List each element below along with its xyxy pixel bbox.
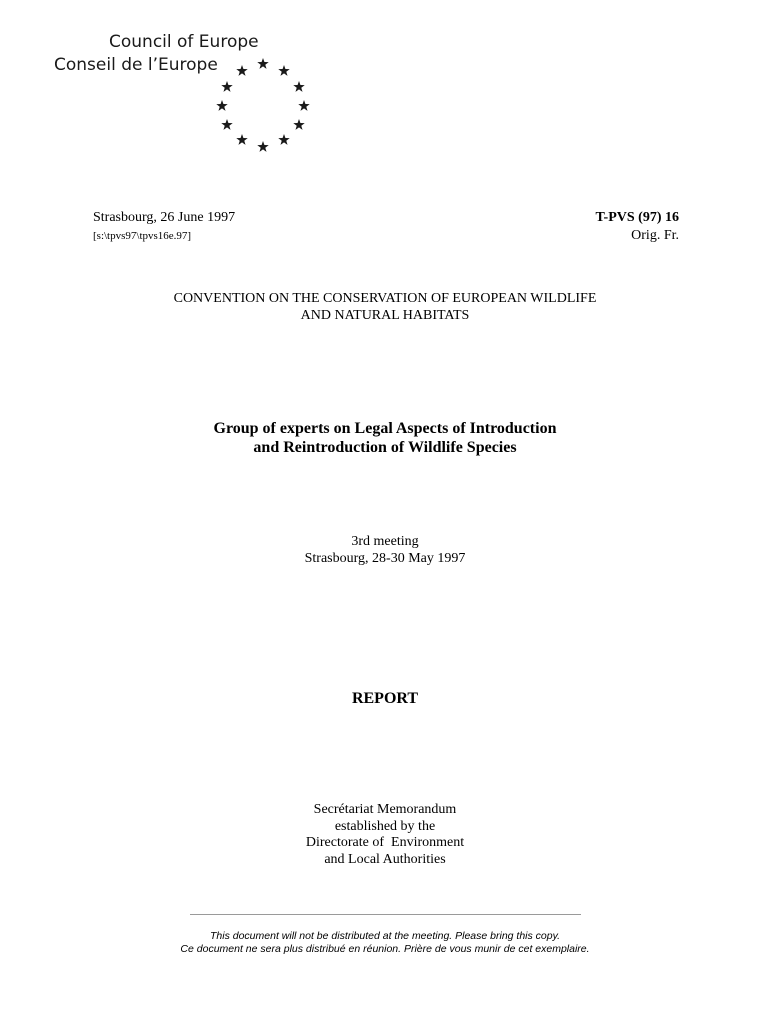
convention-title-line: AND NATURAL HABITATS — [300, 308, 470, 323]
memo-line: Directorate of Environment — [305, 835, 465, 850]
group-title-line: and Reintroduction of Wildlife Species — [253, 439, 517, 456]
group-title — [0, 419, 770, 457]
memo-line: and Local Authorities — [324, 851, 446, 867]
meeting-place-date: Strasbourg, 28-30 May 1997 — [304, 551, 466, 566]
document-reference: T-PVS (97) 16 — [595, 210, 679, 225]
council-of-europe-logo-en: Council of Europe — [109, 32, 259, 52]
distribution-notice — [0, 930, 770, 956]
convention-title-line: CONVENTION ON THE CONSERVATION OF EUROPEAN WILDLIFE — [173, 291, 597, 306]
memo-line: established by the — [334, 818, 436, 834]
convention-title — [0, 290, 770, 324]
document-meta-right — [596, 210, 680, 244]
group-title-line: Group of experts on Legal Aspects of Introduction — [213, 420, 557, 437]
meeting-number: 3rd meeting — [351, 534, 419, 549]
distribution-notice-en: This document will not be distributed at the meeting. Please bring this copy. — [210, 930, 560, 942]
document-meta-left — [93, 210, 235, 242]
secretariat-memorandum — [0, 802, 770, 868]
file-reference: [s:\tpvs97\tpvs16e.97] — [93, 230, 192, 242]
distribution-notice-fr: Ce document ne sera plus distribué en réunion. Prière de vous munir de cet exemplaire. — [180, 943, 590, 955]
report-title: REPORT — [351, 690, 419, 707]
dateline: Strasbourg, 26 June 1997 — [93, 210, 236, 225]
stars-circle-icon — [208, 56, 318, 156]
footer-divider — [190, 914, 581, 915]
memo-line: Secrétariat Memorandum — [313, 802, 457, 817]
original-language: Orig. Fr. — [631, 228, 679, 243]
council-of-europe-logo-fr: Conseil de l’Europe — [54, 55, 218, 75]
meeting-info — [0, 533, 770, 567]
